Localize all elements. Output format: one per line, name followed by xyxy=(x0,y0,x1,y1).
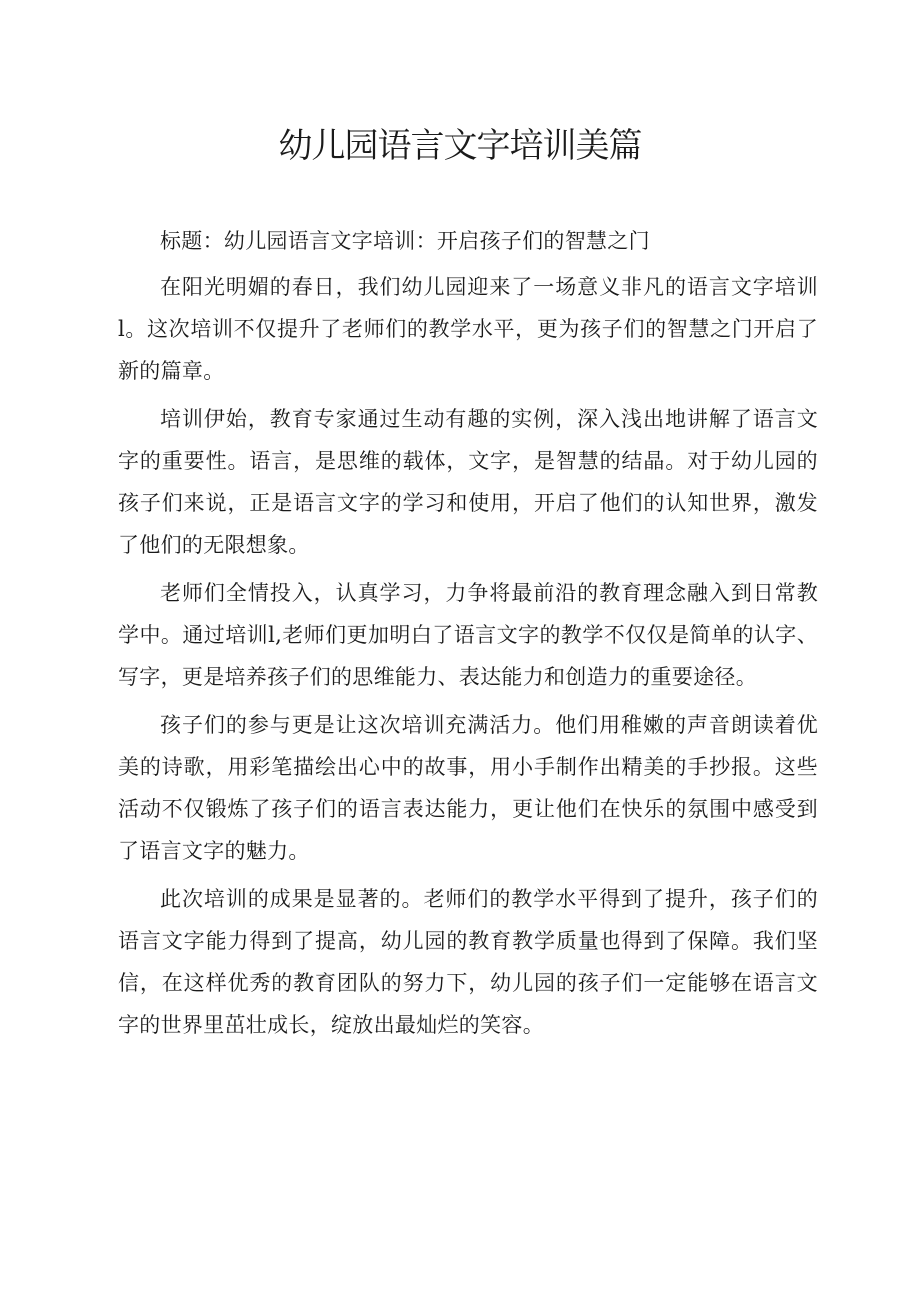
paragraph-4: 孩子们的参与更是让这次培训充满活力。他们用稚嫩的声音朗读着优美的诗歌，用彩笔描绘出心中的故事，用小手制作出精美的手抄报。这些活动不仅锻炼了孩子们的语言表达能力，更让他们在快乐的氛围中感受到了语言文字的魅力。 xyxy=(118,713,818,863)
paragraph-1: 在阳光明媚的春日，我们幼儿园迎来了一场意义非凡的语言文字培训l。这次培训不仅提升了老师们的教学水平，更为孩子们的智慧之门开启了新的篇章。 xyxy=(118,275,818,383)
document-title: 幼儿园语言文字培训美篇 xyxy=(278,126,642,166)
document-body xyxy=(118,220,818,1052)
paragraph-3: 老师们全情投入，认真学习，力争将最前沿的教育理念融入到日常教学中。通过培训l,老师们更加明白了语言文字的教学不仅仅是简单的认字、写字，更是培养孩子们的思维能力、表达能力和创造力的重要途径。 xyxy=(118,581,818,689)
paragraph-5: 此次培训的成果是显著的。老师们的教学水平得到了提升，孩子们的语言文字能力得到了提高，幼儿园的教育教学质量也得到了保障。我们坚信，在这样优秀的教育团队的努力下，幼儿园的孩子们一定能够在语言文字的世界里茁壮成长，绽放出最灿烂的笑容。 xyxy=(118,887,818,1037)
paragraph-2: 培训伊始，教育专家通过生动有趣的实例，深入浅出地讲解了语言文字的重要性。语言，是思维的载体，文字，是智慧的结晶。对于幼儿园的孩子们来说，正是语言文字的学习和使用，开启了他们的认知世界，激发了他们的无限想象。 xyxy=(118,407,818,557)
document-subtitle: 标题：幼儿园语言文字培训：开启孩子们的智慧之门 xyxy=(160,229,650,253)
